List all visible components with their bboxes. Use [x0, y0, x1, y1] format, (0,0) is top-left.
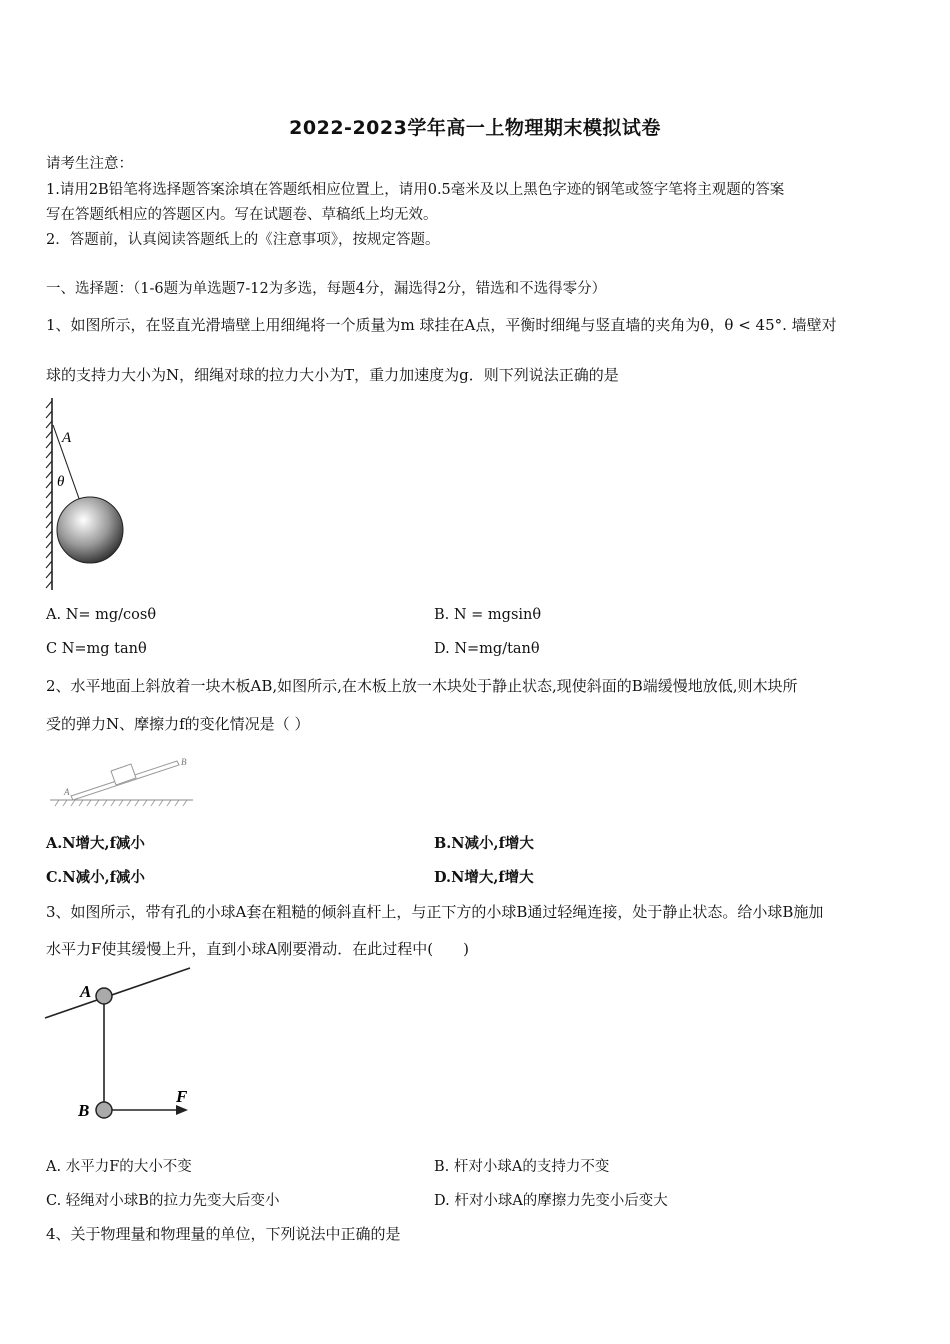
- label-a: A: [80, 982, 92, 1001]
- q2-text-line2: 受的弹力N、摩擦力f的变化情况是（ ）: [46, 715, 310, 733]
- label-a: A: [62, 430, 72, 446]
- ball-b: [96, 1102, 112, 1118]
- notice-item2: 2．答题前，认真阅读答题纸上的《注意事项》，按规定答题。: [46, 232, 440, 248]
- q4-text-line1: 4、关于物理量和物理量的单位，下列说法中正确的是: [46, 1225, 401, 1243]
- q3-option-b[interactable]: B. 杆对小球A的支持力不变: [434, 1159, 610, 1175]
- section-heading: 一、选择题：（1-6题为单选题7-12为多选，每题4分，漏选得2分，错选和不选得零分）: [46, 281, 607, 297]
- q3-option-a[interactable]: A. 水平力F的大小不变: [46, 1159, 192, 1175]
- label-b: B: [181, 757, 187, 767]
- q2-figure: [45, 748, 200, 810]
- q1-figure: [40, 395, 140, 595]
- ground-hatching: [55, 800, 187, 806]
- q2-option-b[interactable]: B.N减小,f增大: [434, 835, 534, 852]
- label-f: F: [176, 1087, 188, 1106]
- q1-option-b[interactable]: B. N = mgsinθ: [434, 607, 542, 623]
- wooden-block: [111, 764, 136, 785]
- q3-option-c[interactable]: C. 轻绳对小球B的拉力先变大后变小: [46, 1193, 280, 1209]
- label-a: A: [64, 787, 70, 797]
- q3-option-d[interactable]: D. 杆对小球A的摩擦力先变小后变大: [434, 1193, 668, 1209]
- notice-heading: 请考生注意：: [46, 156, 133, 172]
- q3-figure: [42, 962, 202, 1126]
- q2-option-a[interactable]: A.N增大,f减小: [46, 835, 145, 852]
- q1-option-d[interactable]: D. N=mg/tanθ: [434, 641, 540, 657]
- q1-option-a[interactable]: A. N= mg/cosθ: [46, 607, 157, 623]
- notice-item1-line2: 写在答题纸相应的答题区内。写在试题卷、草稿纸上均无效。: [46, 207, 438, 223]
- notice-item1-line1: 1.请用2B铅笔将选择题答案涂填在答题纸相应位置上，请用0.5毫米及以上黑色字迹的钢笔或签字笔将主观题的答案: [46, 182, 785, 198]
- q2-option-c[interactable]: C.N减小,f减小: [46, 869, 145, 886]
- q2-option-d[interactable]: D.N增大,f增大: [434, 869, 534, 886]
- ball: [57, 497, 123, 563]
- force-arrow-head: [176, 1105, 188, 1115]
- q1-text-line1: 1、如图所示，在竖直光滑墙壁上用细绳将一个质量为m 球挂在A点，平衡时细绳与竖直墙的夹角为θ，θ < 45°. 墙壁对: [46, 316, 837, 334]
- inclined-rod: [45, 968, 190, 1018]
- wall-hatching: [46, 398, 52, 590]
- q3-text-line1: 3、如图所示，带有孔的小球A套在粗糙的倾斜直杆上，与正下方的小球B通过轻绳连接，处于静止状态。给小球B施加: [46, 903, 824, 921]
- q1-option-c[interactable]: C N=mg tanθ: [46, 641, 147, 657]
- q1-text-line2: 球的支持力大小为N，细绳对球的拉力大小为T，重力加速度为g．则下列说法正确的是: [46, 366, 619, 384]
- q3-text-line2: 水平力F使其缓慢上升，直到小球A刚要滑动．在此过程中( ): [46, 940, 469, 958]
- q2-text-line1: 2、水平地面上斜放着一块木板AB,如图所示,在木板上放一木块处于静止状态,现使斜面的B端缓慢地放低,则木块所: [46, 677, 798, 695]
- ball-a: [96, 988, 112, 1004]
- label-b: B: [78, 1101, 90, 1120]
- page-title: 2022-2023学年高一上物理期末模拟试卷: [289, 117, 661, 139]
- label-theta: θ: [57, 474, 65, 490]
